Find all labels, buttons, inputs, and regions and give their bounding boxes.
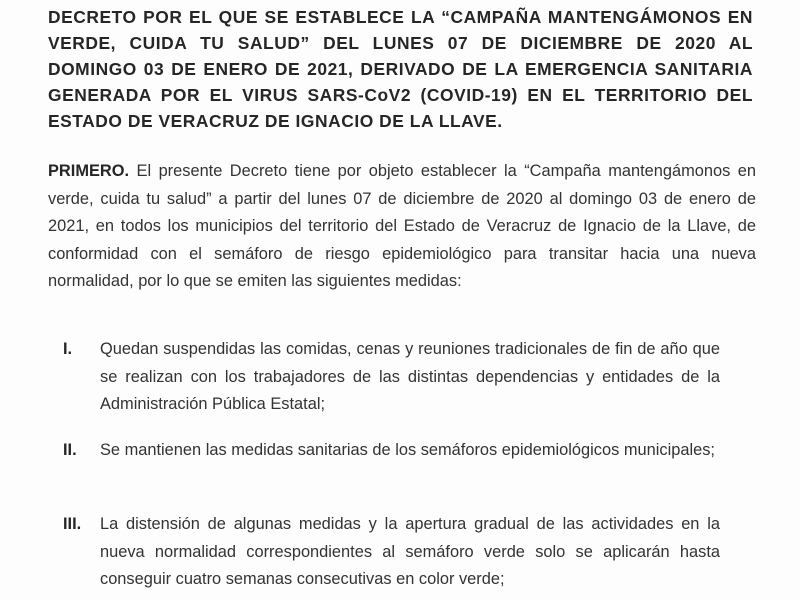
measure-text: La distensión de algunas medidas y la apertura gradual de las actividades en la nueva normalidad correspondientes al semáforo verde solo se aplicarán hasta conseguir cuatro semanas consecutivas en color verde; [100, 515, 720, 589]
decree-title: DECRETO POR EL QUE SE ESTABLECE LA “CAMPAÑA MANTENGÁMONOS EN VERDE, CUIDA TU SALUD” DEL LUNES 07 DE DICIEMBRE DE 2020 AL DOMINGO 03 DE ENERO DE 2021, DERIVADO DE LA EMERGENCIA SANITARIA GENERADA POR EL VIRUS SARS-CoV2 (COVID-19) EN EL TERRITORIO DEL ESTADO DE VERACRUZ DE IGNACIO DE LA LLAVE. [48, 7, 753, 131]
measure-numeral: II. [63, 441, 77, 459]
article-primero [48, 158, 756, 296]
article-lead: PRIMERO. [48, 162, 130, 180]
measure-text: Quedan suspendidas las comidas, cenas y reuniones tradicionales de fin de año que se realizan con los trabajadores de las distintas dependencias y entidades de la Administración Pública Estatal; [100, 340, 720, 414]
measure-text: Se mantienen las medidas sanitarias de los semáforos epidemiológicos municipales; [100, 441, 715, 459]
article-text: El presente Decreto tiene por objeto establecer la “Campaña mantengámonos en verde, cuida tu salud” a partir del lunes 07 de diciembre de 2020 al domingo 03 de enero de 2021, en todos los municipios del territorio del Estado de Veracruz de Ignacio de la Llave, de conformidad con el semáforo de riesgo epidemiológico para transitar hacia una nueva normalidad, por lo que se emiten las siguientes medidas: [48, 162, 756, 291]
measure-numeral: I. [63, 340, 73, 358]
measure-numeral: III. [63, 515, 82, 533]
